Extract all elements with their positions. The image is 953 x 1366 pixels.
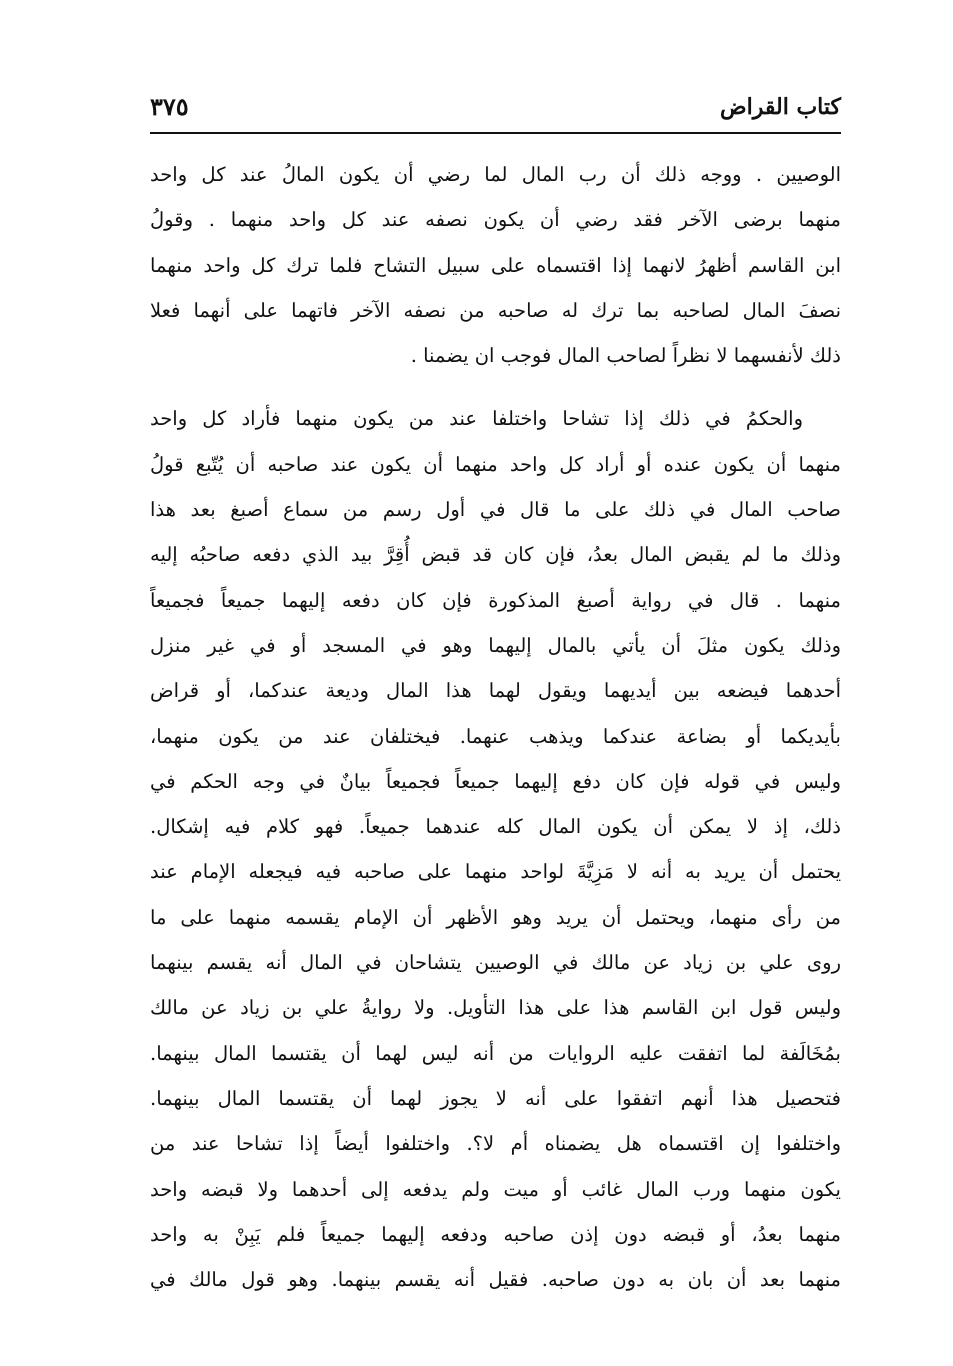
text-line: بأيديكما أو بضاعة عندكما ويذهب عنهما. فيختلفان عند من يكون منهما، <box>150 724 841 748</box>
body-text <box>150 152 841 1302</box>
text-line: منهما . قال في رواية أصبغ المذكورة فإن كان دفعه إليهما جميعاً فجميعاً <box>150 588 841 612</box>
text-line: أحدهما فيضعه بين أيديهما ويقول لهما هذا المال وديعة عندكما، أو قراض <box>150 679 841 703</box>
text-line: من رأى منهما، ويحتمل أن يريد وهو الأظهر أن الإمام يقسمه منهما على ما <box>150 905 841 929</box>
text-line: فتحصيل هذا أنهم اتفقوا على أنه لا يجوز لهما أن يقتسما المال بينهما. <box>150 1086 841 1110</box>
page-number: ٣٧٥ <box>150 92 189 121</box>
text-line: ابن القاسم أظهرُ لانهما إذا اقتسماه على سبيل التشاح فلما ترك كل واحد منهما <box>150 253 841 277</box>
text-line: الوصيين . ووجه ذلك أن رب المال لما رضي أن يكون المالُ عند كل واحد <box>150 163 841 186</box>
text-line: روى علي بن زياد عن مالك في الوصيين يتشاحان في المال أنه يقسم بينهما <box>150 951 841 975</box>
text-line: واختلفوا إن اقتسماه هل يضمناه أم لا؟. واختلفوا أيضاً إذا تشاحا عند من <box>150 1132 841 1156</box>
paragraph-1 <box>150 152 841 378</box>
text-line: نصفَ المال لصاحبه بما ترك له صاحبه من نصفه الآخر فاتهما على أنهما فعلا <box>150 298 841 322</box>
text-line: وليس قول ابن القاسم هذا على هذا التأويل. ولا روايةُ علي بن زياد عن مالك <box>150 996 841 1020</box>
text-line: وذلك ما لم يقبض المال بعدُ، فإن كان قد قبض أُقِرَّ بيد الذي دفعه صاحبُه إليه <box>150 543 841 567</box>
text-line: بمُخَالَفة لما اتفقت عليه الروايات من أنه ليس لهما أن يقتسما المال بينهما. <box>150 1041 841 1065</box>
text-line: وليس في قوله فإن كان دفع إليهما جميعاً فجميعاً بيانٌ في وجه الحكم في <box>150 769 841 793</box>
paragraph-2 <box>150 396 841 1302</box>
text-line: منهما بعد أن بان به دون صاحبه. فقيل أنه يقسم بينهما. وهو قول مالك في <box>150 1268 841 1292</box>
book-title: كتاب القراض <box>720 94 841 120</box>
text-line: منهما بعدُ، أو قبضه دون إذن صاحبه ودفعه إليهما جميعاً فلم يَبِنْ به واحد <box>150 1222 841 1246</box>
text-line: يكون منهما ورب المال غائب أو ميت ولم يدفعه إلى أحدهما ولا قبضه واحد <box>150 1177 841 1201</box>
text-line: ذلك لأنفسهما لا نظراً لصاحب المال فوجب ان يضمنا . <box>410 344 841 368</box>
text-line: صاحب المال في ذلك على ما قال في أول رسم من سماع أصبغ بعد هذا <box>150 498 841 522</box>
text-line: ذلك، إذ لا يمكن أن يكون المال كله عندهما جميعاً. فهو كلام فيه إشكال. <box>150 815 841 839</box>
text-line: والحكمُ في ذلك إذا تشاحا واختلفا عند من يكون منهما فأراد كل واحد <box>150 407 803 431</box>
page-header <box>150 88 841 134</box>
text-line: منهما أن يكون عنده أو أراد كل واحد منهما أن يكون عند صاحبه أن يُتّبع قولُ <box>150 452 841 476</box>
text-line: يحتمل أن يريد به أنه لا مَزِيَّةَ لواحد منهما على صاحبه فيه فيجعله الإمام عند <box>150 860 841 884</box>
text-line: منهما برضى الآخر فقد رضي أن يكون نصفه عند كل واحد منهما . وقولُ <box>150 208 841 232</box>
text-line: وذلك يكون مثلَ أن يأتي بالمال إليهما وهو في المسجد أو في غير منزل <box>150 633 841 657</box>
